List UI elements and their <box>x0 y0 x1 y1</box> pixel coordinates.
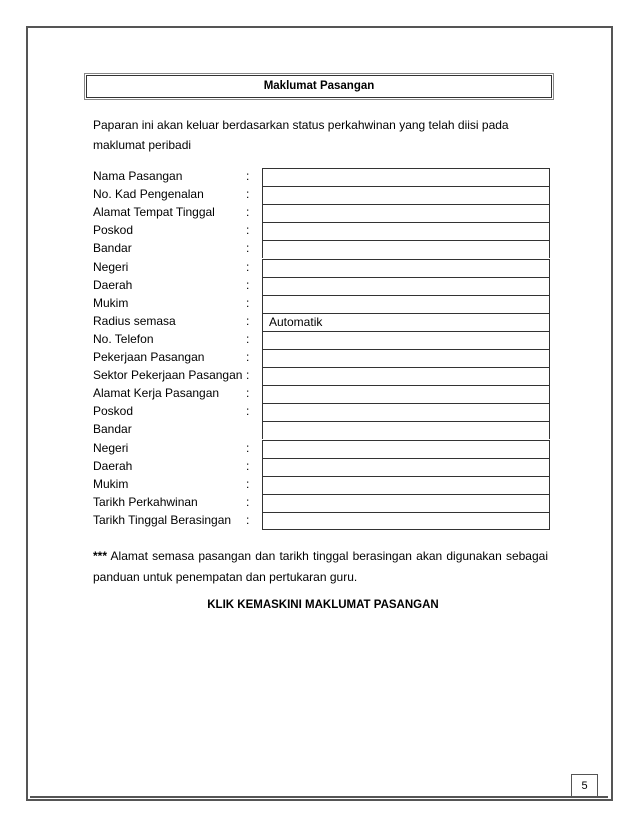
form-row <box>93 403 553 421</box>
field-input[interactable] <box>262 349 550 367</box>
field-colon: : <box>246 241 250 256</box>
field-input[interactable] <box>262 222 550 240</box>
field-label: Bandar <box>93 241 132 256</box>
field-label: Sektor Pekerjaan Pasangan <box>93 368 243 383</box>
field-label: Poskod <box>93 223 134 238</box>
form-row <box>93 168 553 186</box>
field-input[interactable] <box>262 440 550 458</box>
form-row <box>93 458 553 476</box>
field-colon: : <box>246 440 250 455</box>
section-title: Maklumat Pasangan <box>86 75 552 98</box>
note-marker: *** <box>93 549 108 563</box>
field-label: Daerah <box>93 277 133 292</box>
form-row <box>93 421 553 439</box>
form-row <box>93 277 553 295</box>
form-row <box>93 313 553 331</box>
field-input[interactable] <box>262 512 550 530</box>
field-input[interactable] <box>262 204 550 222</box>
field-input[interactable] <box>262 295 550 313</box>
bottom-divider <box>30 796 608 798</box>
field-colon: : <box>246 386 250 401</box>
field-input[interactable] <box>262 421 550 439</box>
field-label: No. Telefon <box>93 331 154 346</box>
field-input[interactable] <box>262 458 550 476</box>
field-colon: : <box>246 494 250 509</box>
intro-text: Paparan ini akan keluar berdasarkan status perkahwinan yang telah diisi pada maklumat peribadi <box>93 118 509 152</box>
field-input[interactable] <box>262 168 550 186</box>
field-colon: : <box>246 295 250 310</box>
field-colon: : <box>246 313 250 328</box>
field-label: Bandar <box>93 422 132 437</box>
field-input[interactable] <box>262 331 550 349</box>
field-label: Alamat Tempat Tinggal <box>93 205 215 220</box>
form-row <box>93 240 553 258</box>
field-colon: : <box>246 350 250 364</box>
field-colon: : <box>246 476 250 491</box>
form-row <box>93 295 553 313</box>
field-label: Daerah <box>93 458 133 473</box>
field-label: Nama Pasangan <box>93 169 183 183</box>
field-label: Tarikh Tinggal Berasingan <box>93 512 232 527</box>
note-body: Alamat semasa pasangan dan tarikh tinggal berasingan akan digunakan sebagai panduan untuk penempatan dan pertukaran guru. <box>93 549 548 584</box>
field-colon: : <box>246 223 250 238</box>
field-input[interactable] <box>262 277 550 295</box>
field-label: Mukim <box>93 295 129 310</box>
form-row <box>93 367 553 385</box>
field-colon: : <box>246 169 250 183</box>
field-label: No. Kad Pengenalan <box>93 187 204 202</box>
form-row <box>93 204 553 222</box>
field-colon: : <box>246 259 250 274</box>
form-row <box>93 222 553 240</box>
field-label: Alamat Kerja Pasangan <box>93 386 220 401</box>
form-row <box>93 512 553 530</box>
field-input[interactable] <box>262 367 550 385</box>
form-row <box>93 494 553 512</box>
form-row <box>93 440 553 458</box>
field-colon: : <box>246 458 250 473</box>
form-row <box>93 186 553 204</box>
form-row <box>93 259 553 277</box>
field-input[interactable] <box>262 240 550 258</box>
field-colon: : <box>246 368 250 383</box>
page-number: 5 <box>571 774 598 798</box>
field-input[interactable] <box>262 476 550 494</box>
field-label: Pekerjaan Pasangan <box>93 350 205 364</box>
field-colon: : <box>246 512 250 527</box>
update-spouse-info-instruction: KLIK KEMASKINI MAKLUMAT PASANGAN <box>207 599 439 611</box>
form-row <box>93 349 553 367</box>
field-input[interactable] <box>262 494 550 512</box>
field-label: Radius semasa <box>93 313 176 328</box>
field-label: Mukim <box>93 476 129 491</box>
field-label: Poskod <box>93 404 134 419</box>
note-text <box>93 546 548 588</box>
field-label: Negeri <box>93 259 129 274</box>
field-input[interactable] <box>262 403 550 421</box>
field-colon: : <box>246 331 250 346</box>
field-input[interactable] <box>262 186 550 204</box>
form-row <box>93 331 553 349</box>
form-row <box>93 385 553 403</box>
field-label: Tarikh Perkahwinan <box>93 494 198 509</box>
field-colon: : <box>246 187 250 202</box>
field-colon: : <box>246 205 250 220</box>
field-colon: : <box>246 277 250 292</box>
field-input[interactable]: Automatik <box>262 313 550 331</box>
field-input[interactable] <box>262 385 550 403</box>
field-label: Negeri <box>93 440 129 455</box>
field-colon: : <box>246 404 250 419</box>
field-input[interactable] <box>262 259 550 277</box>
form-row <box>93 476 553 494</box>
